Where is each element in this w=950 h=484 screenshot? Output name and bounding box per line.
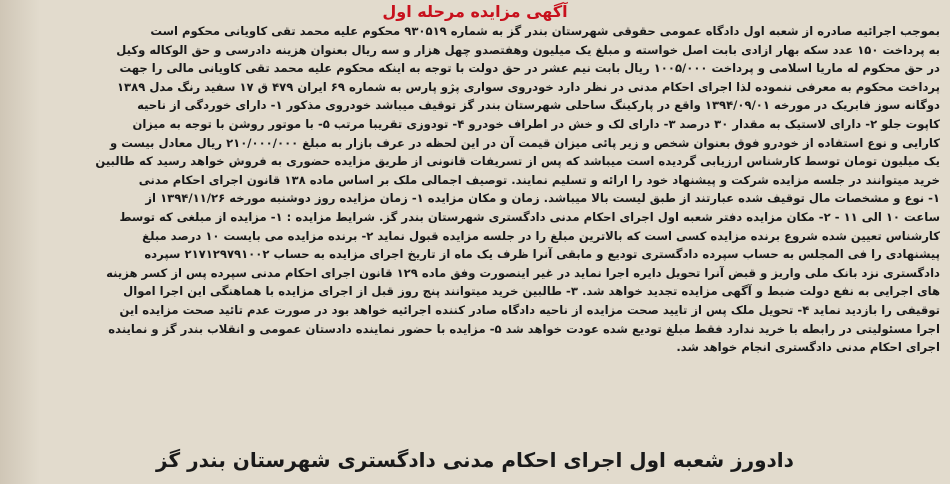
notice-line: اجرای احکام مدنی دادگستری انجام خواهد شد. (676, 340, 940, 355)
notice-line: در حق محکوم له ماریا اسلامی و پرداخت ۱۰۰۵/۰۰۰ ریال بابت نیم عشر در حق دولت با توجه به اینکه محکوم علیه محمد تقی کاویانی مالی را جهت (119, 61, 940, 76)
notice-body (38, 22, 940, 357)
notice-line: به پرداخت ۱۵۰ عدد سکه بهار ازادی بابت اصل خواسته و مبلغ یک میلیون وهفتصدو چهل هزار و سه ریال بعنوان هزینه دادرسی و حق الوکاله وکیل (116, 42, 940, 57)
notice-line: ۱- نوع و مشخصات مال توقیف شده عبارتند از طبق لیست بالا میباشد. زمان و مکان مزایده ۱- زمان مزایده روز دوشنبه مورخه ۱۳۹۴/۱۱/۲۶ از (145, 191, 940, 206)
notice-signature: دادورز شعبه اول اجرای احکام مدنی دادگستری شهرستان بندر گز (156, 448, 794, 472)
paper-edge-shadow (0, 0, 40, 484)
notice-line: پیشنهادی را فی المجلس به حساب سپرده دادگستری تودیع و مابقی آنرا ظرف یک ماه از تاریخ اجرای مزایده به حساب ۲۱۷۱۲۹۷۹۱۰۰۲ سپرده (144, 247, 940, 262)
notice-line: های اجرایی به نفع دولت ضبط و آگهی مزایده تجدید خواهد شد. ۳- طالبین خرید میتوانند پنج روز قبل از اجرای مزایده با هماهنگی این اجرا اموال (123, 284, 940, 299)
notice-line: پرداخت محکوم به معرفی ننموده لذا اجرای احکام مدنی در نظر دارد خودروی سواری پژو پارس به شماره ۶۹ ایران ۴۷۹ ق ۱۷ سفید رنگ مدل ۱۳۸۹ (116, 79, 940, 94)
notice-line: دوگانه سوز فابریک در مورخه ۱۳۹۴/۰۹/۰۱ واقع در پارکینگ ساحلی شهرستان بندر گز توقیف میباشد خودروی مذکور ۱- دارای خوردگی از ناحیه (137, 98, 940, 113)
notice-line: اجرا مسئولیتی در رابطه با خرید ندارد فقط مبلغ تودیع شده عودت خواهد شد ۵- مزایده با حضور نماینده دادستان عمومی و انقلاب بندر گز و نماینده (108, 321, 940, 336)
notice-line: کارایی و نوع استفاده از خودرو فوق بعنوان شخص و زیر پائی میزان قیمت آن در این لحظه در عرف بازار به مبلغ ۲۱۰/۰۰۰/۰۰۰ ریال معادل بیست و (110, 135, 940, 150)
notice-line: خرید میتوانند در جلسه مزایده شرکت و پیشنهاد خود را ارائه و تسلیم نمایند. توصیف اجمالی ملک بر اساس ماده ۱۳۸ قانون اجرای احکام مدنی (138, 172, 940, 187)
notice-line: کارشناس تعیین شده شروع برنده مزایده کسی است که بالاترین مبلغ را در جلسه مزایده قبول نماید ۲- برنده مزایده می بایست ۱۰ درصد مبلغ (142, 228, 940, 243)
notice-line: دادگستری نزد بانک ملی واریز و قبض آنرا تحویل دایره اجرا نماید در غیر اینصورت وفق ماده ۱۲۹ قانون اجرای احکام مدنی سپرده پس از کسر هزینه (106, 265, 940, 280)
notice-line: یک میلیون تومان توسط کارشناس ارزیابی گردیده است میباشد که پس از تسریفات قانونی از طریق مزایده حضوری به فروش خواهد رسید که طالبین (95, 154, 940, 169)
notice-line: توقیفی را بازدید نماید ۴- تحویل ملک پس از تایید صحت مزایده از ناحیه دادگاه صادر کننده اجرائیه خواهد بود در صورت عدم تائید صحت مزایده این (119, 302, 940, 317)
notice-line: کاپوت جلو ۲- دارای لاستیک به مقدار ۳۰ درصد ۳- دارای لک و خش در اطراف خودرو ۴- تودوزی تقریبا مرتب ۵- با موتور روشن با توجه به میزان (132, 116, 940, 131)
notice-line: بموجب اجرائیه صادره از شعبه اول دادگاه عمومی حقوقی شهرستان بندر گز به شماره ۹۳۰۵۱۹ محکوم علیه محمد تقی کاویانی محکوم است (150, 24, 940, 38)
notice-line: ساعت ۱۰ الی ۱۱ - ۲- مکان مزایده دفتر شعبه اول اجرای احکام مدنی دادگستری شهرستان بندر گز. شرایط مزایده : ۱- مزایده از مبلغی که توسط (119, 209, 940, 224)
notice-title: آگهی مزایده مرحله اول (382, 2, 568, 21)
